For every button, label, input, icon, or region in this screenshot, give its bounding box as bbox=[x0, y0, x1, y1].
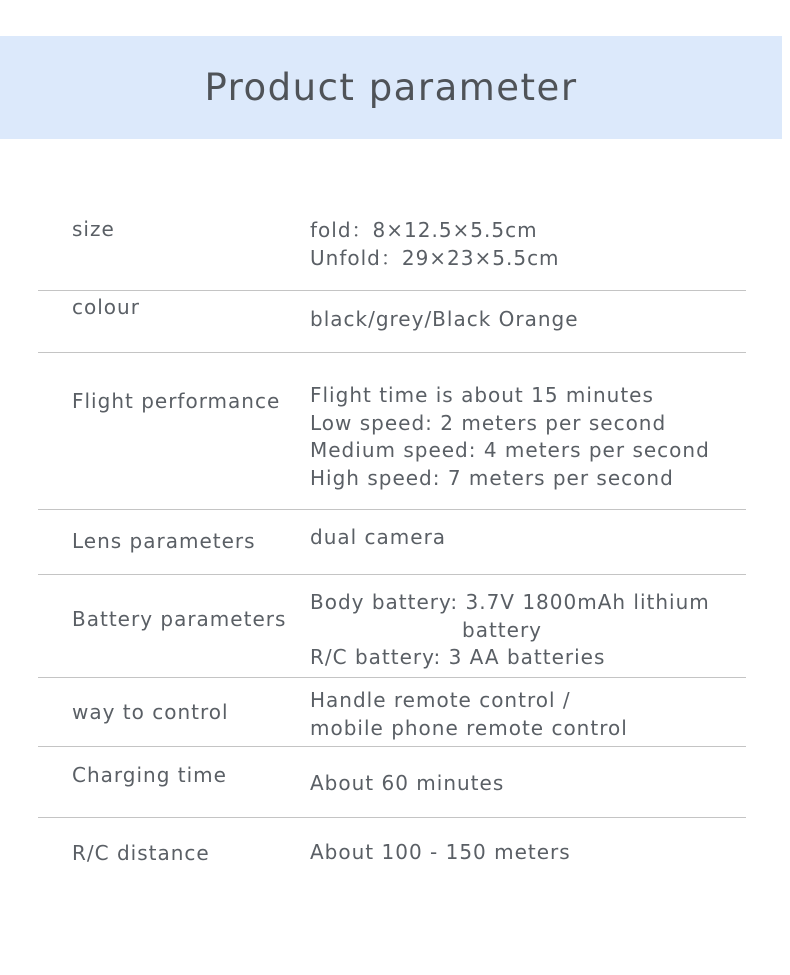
param-value-line: Low speed: 2 meters per second bbox=[310, 410, 667, 435]
param-value-line: Flight time is about 15 minutes bbox=[310, 383, 654, 407]
param-label: Lens parameters bbox=[72, 529, 256, 553]
param-label: Battery parameters bbox=[72, 607, 287, 631]
row-divider bbox=[38, 677, 746, 678]
param-value-line: Body battery: 3.7V 1800mAh lithium bbox=[310, 590, 710, 614]
param-value bbox=[310, 217, 560, 272]
page-title: Product parameter bbox=[204, 66, 578, 109]
param-value bbox=[310, 770, 504, 798]
param-label: way to control bbox=[72, 700, 229, 724]
param-value-line: About 60 minutes bbox=[310, 771, 505, 795]
header-banner bbox=[0, 36, 782, 139]
param-value-line: R/C battery: 3 AA batteries bbox=[310, 645, 606, 669]
row-divider bbox=[38, 509, 746, 510]
row-divider bbox=[38, 817, 746, 818]
param-value-line: dual camera bbox=[310, 525, 447, 549]
param-value-line: About 100 - 150 meters bbox=[310, 840, 571, 864]
row-divider bbox=[38, 574, 746, 575]
param-value bbox=[310, 306, 579, 334]
param-value-line: fold：8×12.5×5.5cm bbox=[310, 218, 538, 242]
param-label: colour bbox=[72, 295, 140, 319]
param-value-line: Handle remote control / bbox=[310, 688, 571, 712]
param-value-line: High speed: 7 meters per second bbox=[310, 465, 674, 490]
param-value-line: black/grey/Black Orange bbox=[310, 307, 579, 331]
param-value-line: mobile phone remote control bbox=[310, 715, 628, 740]
param-label: size bbox=[72, 217, 115, 241]
row-divider bbox=[38, 746, 746, 747]
param-label: Flight performance bbox=[72, 389, 281, 413]
param-value bbox=[310, 524, 446, 552]
param-value bbox=[310, 589, 710, 672]
row-divider bbox=[38, 290, 746, 291]
param-value bbox=[310, 839, 571, 867]
param-value-line: battery bbox=[462, 617, 542, 642]
param-value bbox=[310, 687, 628, 742]
row-divider bbox=[38, 352, 746, 353]
param-label: R/C distance bbox=[72, 841, 210, 865]
param-value bbox=[310, 382, 710, 492]
param-label: Charging time bbox=[72, 763, 227, 787]
param-value-line: Medium speed: 4 meters per second bbox=[310, 438, 710, 462]
param-value-line: Unfold：29×23×5.5cm bbox=[310, 245, 560, 270]
